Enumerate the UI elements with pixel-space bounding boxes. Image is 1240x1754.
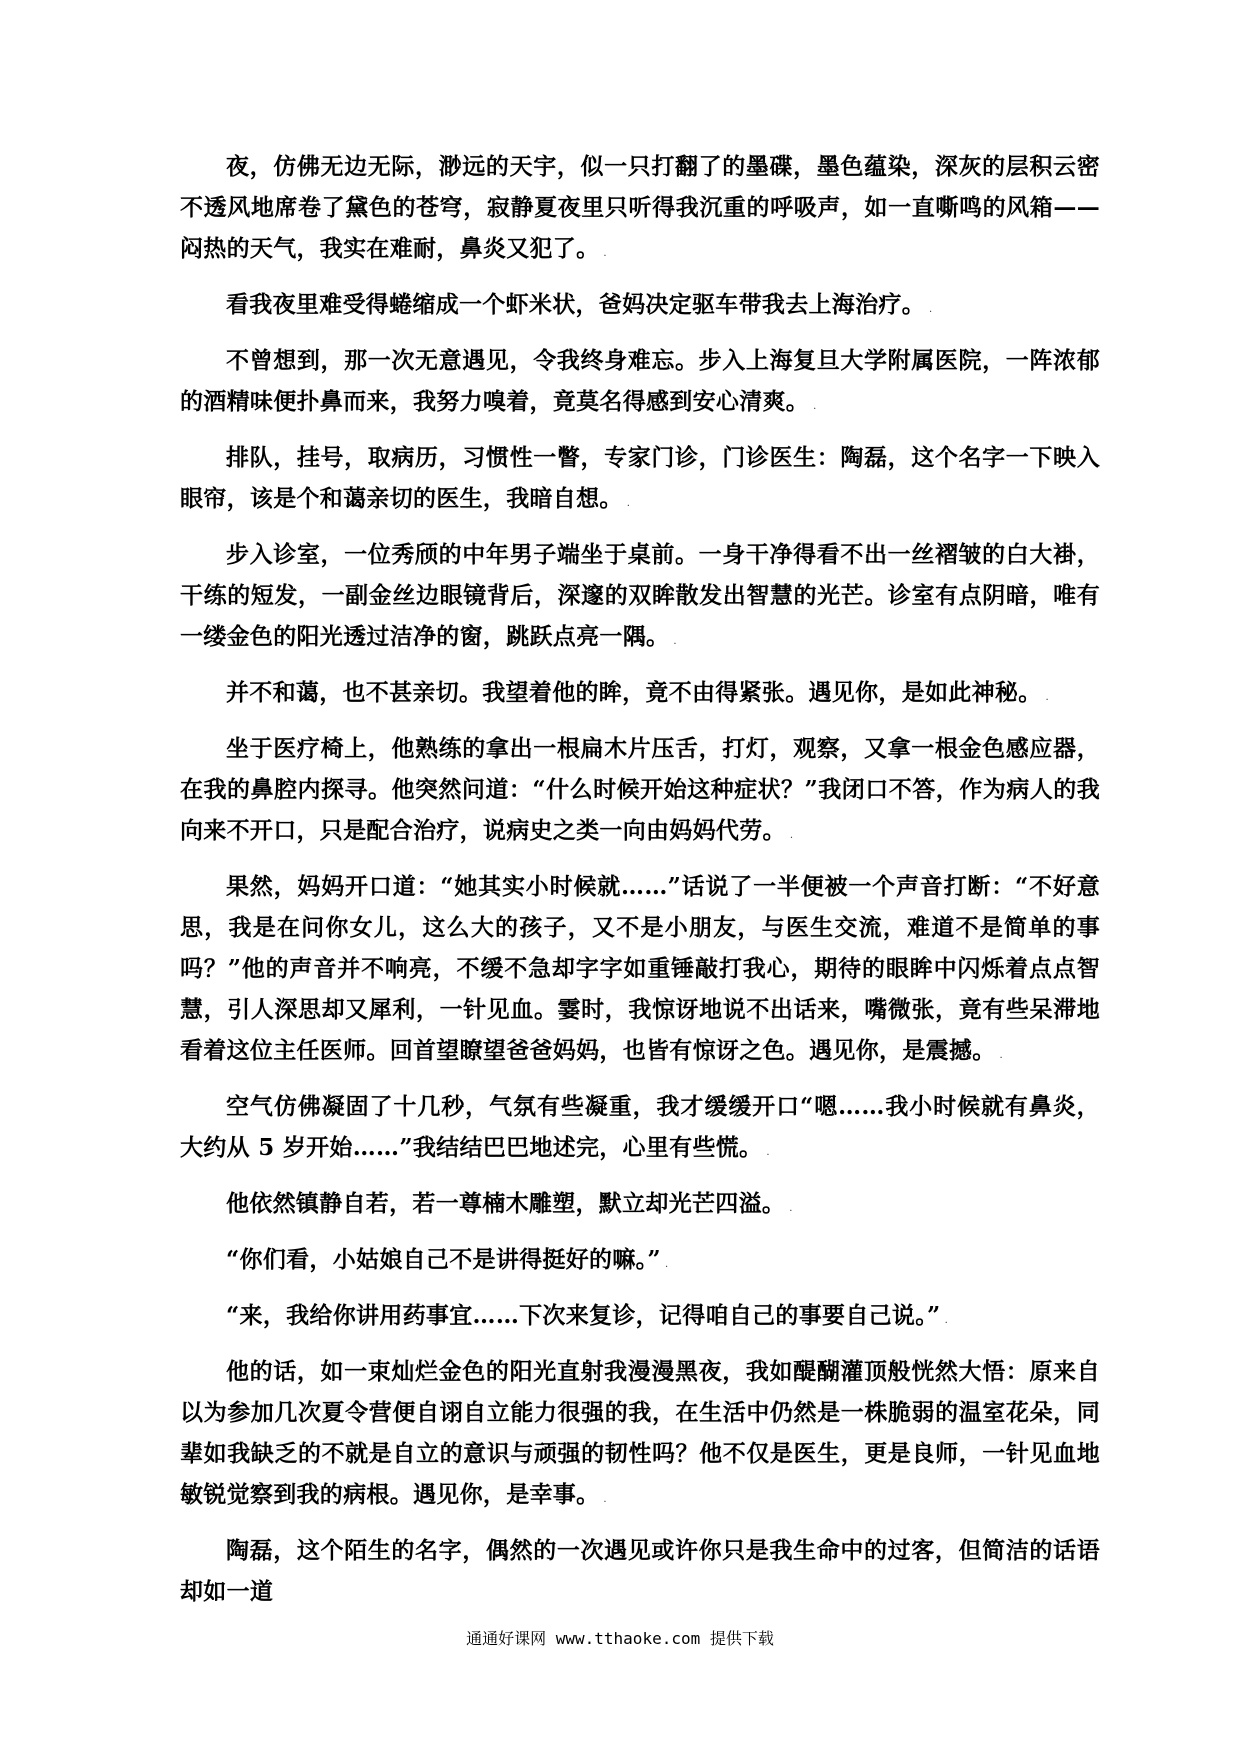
paragraph-5: 步入诊室，一位秀颀的中年男子端坐于桌前。一身干净得看不出一丝褶皱的白大褂，干练的短发，一副金丝边眼镜背后，深邃的双眸散发出智慧的光芒。诊室有点阴暗，唯有一缕金色的阳光透过洁净的窗，跳跃点亮一隅。 . <box>180 534 1100 662</box>
paragraph-13: 他的话，如一束灿烂金色的阳光直射我漫漫黑夜，我如醍醐灌顶般恍然大悟：原来自以为参加几次夏令营便自诩自立能力很强的我，在生活中仍然是一株脆弱的温室花朵，同辈如我缺乏的不就是自立的意识与顽强的韧性吗？他不仅是医生，更是良师，一针见血地敏锐觉察到我的病根。遇见你，是幸事。 . <box>180 1351 1100 1520</box>
paragraph-10: 他依然镇静自若，若一尊楠木雕塑，默立却光芒四溢。 . <box>180 1183 1100 1229</box>
paragraph-9: 空气仿佛凝固了十几秒，气氛有些凝重，我才缓缓开口“嗯……我小时候就有鼻炎，大约从 5 岁开始……”我结结巴巴地述完，心里有些慌。 . <box>180 1086 1100 1173</box>
paragraph-12: “来，我给你讲用药事宜……下次来复诊，记得咱自己的事要自己说。” . <box>180 1295 1100 1341</box>
paragraph-6: 并不和蔼，也不甚亲切。我望着他的眸，竟不由得紧张。遇见你，是如此神秘。 . <box>180 672 1100 718</box>
paragraph-8: 果然，妈妈开口道：“她其实小时候就……”话说了一半便被一个声音打断：“不好意思，我是在问你女儿，这么大的孩子，又不是小朋友，与医生交流，难道不是简单的事吗？”他的声音并不响亮，不缓不急却字字如重锤敲打我心，期待的眼眸中闪烁着点点智慧，引人深思却又犀利，一针见血。霎时，我惊讶地说不出话来，嘴微张，竟有些呆滞地看着这位主任医师。回首望瞭望爸爸妈妈，也皆有惊讶之色。遇见你，是震撼。 . <box>180 866 1100 1076</box>
paragraph-3: 不曾想到，那一次无意遇见，令我终身难忘。步入上海复旦大学附属医院，一阵浓郁的酒精味便扑鼻而来，我努力嗅着，竟莫名得感到安心清爽。 . <box>180 340 1100 427</box>
paragraph-14: 陶磊，这个陌生的名字，偶然的一次遇见或许你只是我生命中的过客，但简洁的话语却如一道 <box>180 1537 1100 1605</box>
paragraph-11: “你们看，小姑娘自己不是讲得挺好的嘛。” . <box>180 1239 1100 1285</box>
paragraph-7: 坐于医疗椅上，他熟练的拿出一根扁木片压舌，打灯，观察，又拿一根金色感应器，在我的鼻腔内探寻。他突然问道：“什么时候开始这种症状？”我闭口不答，作为病人的我向来不开口，只是配合治疗，说病史之类一向由妈妈代劳。 . <box>180 728 1100 856</box>
paragraph-4: 排队，挂号，取病历，习惯性一瞥，专家门诊，门诊医生：陶磊，这个名字一下映入眼帘，该是个和蔼亲切的医生，我暗自想。 . <box>180 437 1100 524</box>
page-footer: 通通好课网 www.tthaoke.com 提供下载 <box>466 1629 774 1648</box>
paragraph-1: 夜，仿佛无边无际，渺远的天宇，似一只打翻了的墨碟，墨色蕴染，深灰的层积云密不透风地席卷了黛色的苍穹，寂静夏夜里只听得我沉重的呼吸声，如一直嘶鸣的风箱——闷热的天气，我实在难耐，鼻炎又犯了。 . <box>180 146 1100 274</box>
document-body <box>180 146 1100 1627</box>
paragraph-2: 看我夜里难受得蜷缩成一个虾米状，爸妈决定驱车带我去上海治疗。 . <box>180 284 1100 330</box>
